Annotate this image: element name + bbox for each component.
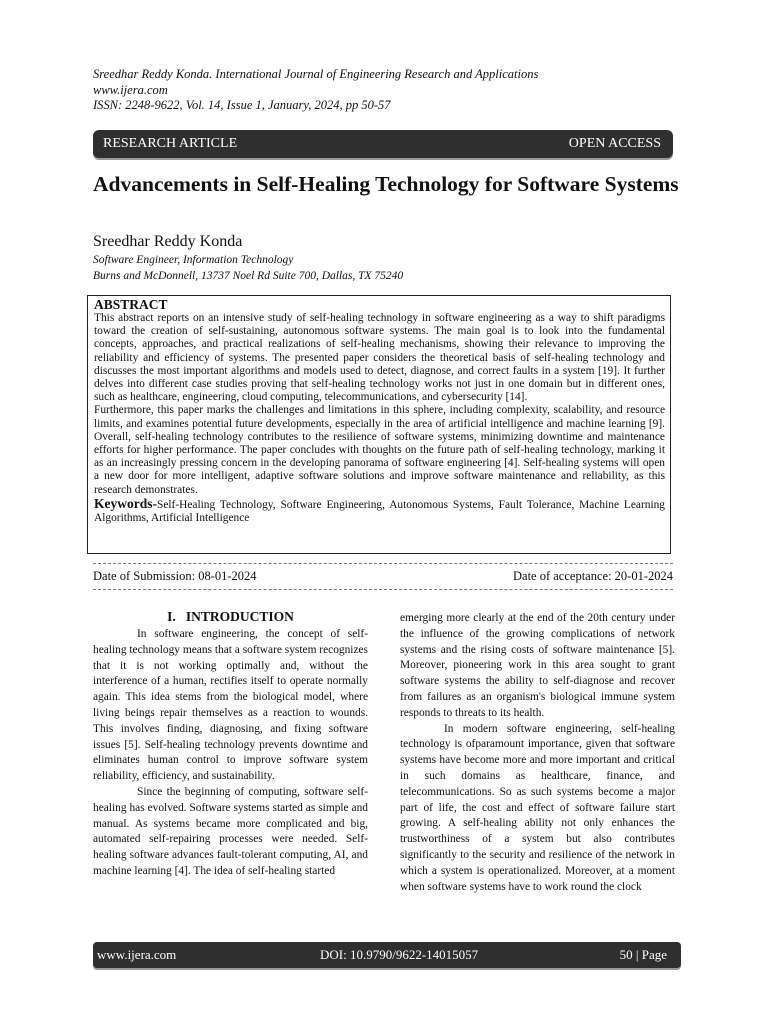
body-paragraph: In software engineering, the concept of self-healing technology means that a software system recognizes that it is not working optimally and, without the interference of a human, rectifies itself to operate normally again. This idea stems from the biological model, where living beings repair themselves as a reaction to wounds. This involves finding, diagnosing, and fixing software issues [5]. Self-healing technology prevents downtime and eliminates human control to improve software system reliability, efficiency, and sustainability. (93, 628, 368, 783)
left-column (93, 607, 368, 880)
divider (93, 563, 673, 564)
journal-website: www.ijera.com (93, 82, 168, 97)
author-position: Software Engineer, Information Technology (93, 254, 294, 266)
research-article-label: RESEARCH ARTICLE (103, 136, 238, 151)
body-paragraph: emerging more clearly at the end of the 20th century under the influence of the growing complications of network systems and the rising costs of software maintenance [5]. Moreover, pioneering work in this area sought to grant software systems the ability to self-diagnose and recover from failures as an organism's biological immune system responds to threats to its health. (400, 612, 675, 719)
journal-header (93, 67, 693, 114)
paper-title: Advancements in Self-Healing Technology for Software Systems (93, 172, 679, 196)
body-paragraph: In modern software engineering, self-healing technology is ofparamount importance, given that software systems have become more and more important and critical in such domains as healthcare, finance, and telecommunications. So as such systems become a major part of life, the cost and effect of software failure start growing. A self-healing ability not only enhances the trustworthiness of a system but also contributes significantly to the security and resilience of the network in which a system is operationalized. Moreover, at a moment when software systems have to work round the clock (400, 722, 675, 893)
footer-website: www.ijera.com (97, 947, 177, 962)
abstract-box (87, 295, 671, 554)
abstract-paragraph: This abstract reports on an intensive study of self-healing technology in software engineering as a way to shift paradigms toward the creation of self-sustaining, autonomous software systems. The main goal is to look into the fundamental concepts, approaches, and practical realizations of self-healing mechanisms, showing their relevance to improving the reliability and efficiency of systems. The presented paper considers the theoretical basis of self-healing technology and discusses the most important algorithms and models used to detect, diagnose, and correct faults in a system [19]. It further delves into different case studies proving that self-healing technology works not just in one domain but in different ones, such as healthcare, engineering, cloud computing, telecommunications, and cybersecurity [14]. (94, 312, 665, 404)
page-footer (93, 942, 681, 968)
dates-row (93, 569, 673, 584)
open-access-label: OPEN ACCESS (568, 136, 661, 151)
author-affiliation (93, 253, 403, 284)
acceptance-date: Date of acceptance: 20-01-2024 (513, 569, 673, 583)
journal-issn: ISSN: 2248-9622, Vol. 14, Issue 1, January, 2024, pp 50-57 (93, 98, 391, 112)
footer-page-number: 50 | Page (619, 947, 667, 962)
keywords (94, 497, 665, 525)
abstract-heading: ABSTRACT (94, 297, 168, 312)
author-address: Burns and McDonnell, 13737 Noel Rd Suite 700, Dallas, TX 75240 (93, 269, 404, 282)
keywords-list: Self-Healing Technology, Software Engineering, Autonomous Systems, Fault Tolerance, Machine Learning Algorithms, Artificial Intelligence (94, 498, 665, 525)
body-paragraph: Since the beginning of computing, software self-healing has evolved. Software systems started as simple and manual. As systems became more complicated and big, automated self-repairing processes were needed. Self-healing software advances fault-tolerant computing, AI, and machine learning [4]. The idea of self-healing started (93, 785, 368, 877)
abstract-paragraph: Furthermore, this paper marks the challenges and limitations in this sphere, including complexity, scalability, and resource limits, and examines potential future developments, especially in the area of artificial intelligence and machine learning [9]. Overall, self-healing technology contributes to the resilience of software systems, minimizing downtime and maintenance efforts for higher performance. The paper concludes with thoughts on the future path of self-healing technology, marking it as an increasingly pressing concern in the developing panorama of software engineering [4]. Self-healing systems will open a new door for more intelligent, adaptive software solutions and improve software maintenance and reliability, as this research demonstrates. (94, 404, 665, 496)
section-heading: I. INTRODUCTION (167, 609, 294, 624)
author-name: Sreedhar Reddy Konda (93, 233, 243, 250)
right-column (400, 611, 675, 931)
footer-doi: DOI: 10.9790/9622-14015057 (320, 947, 479, 962)
divider (93, 589, 673, 590)
article-type-banner (93, 130, 673, 158)
submission-date: Date of Submission: 08-01-2024 (93, 569, 257, 583)
keywords-label: Keywords- (94, 495, 157, 511)
journal-citation: Sreedhar Reddy Konda. International Journal of Engineering Research and Applications (93, 67, 539, 81)
